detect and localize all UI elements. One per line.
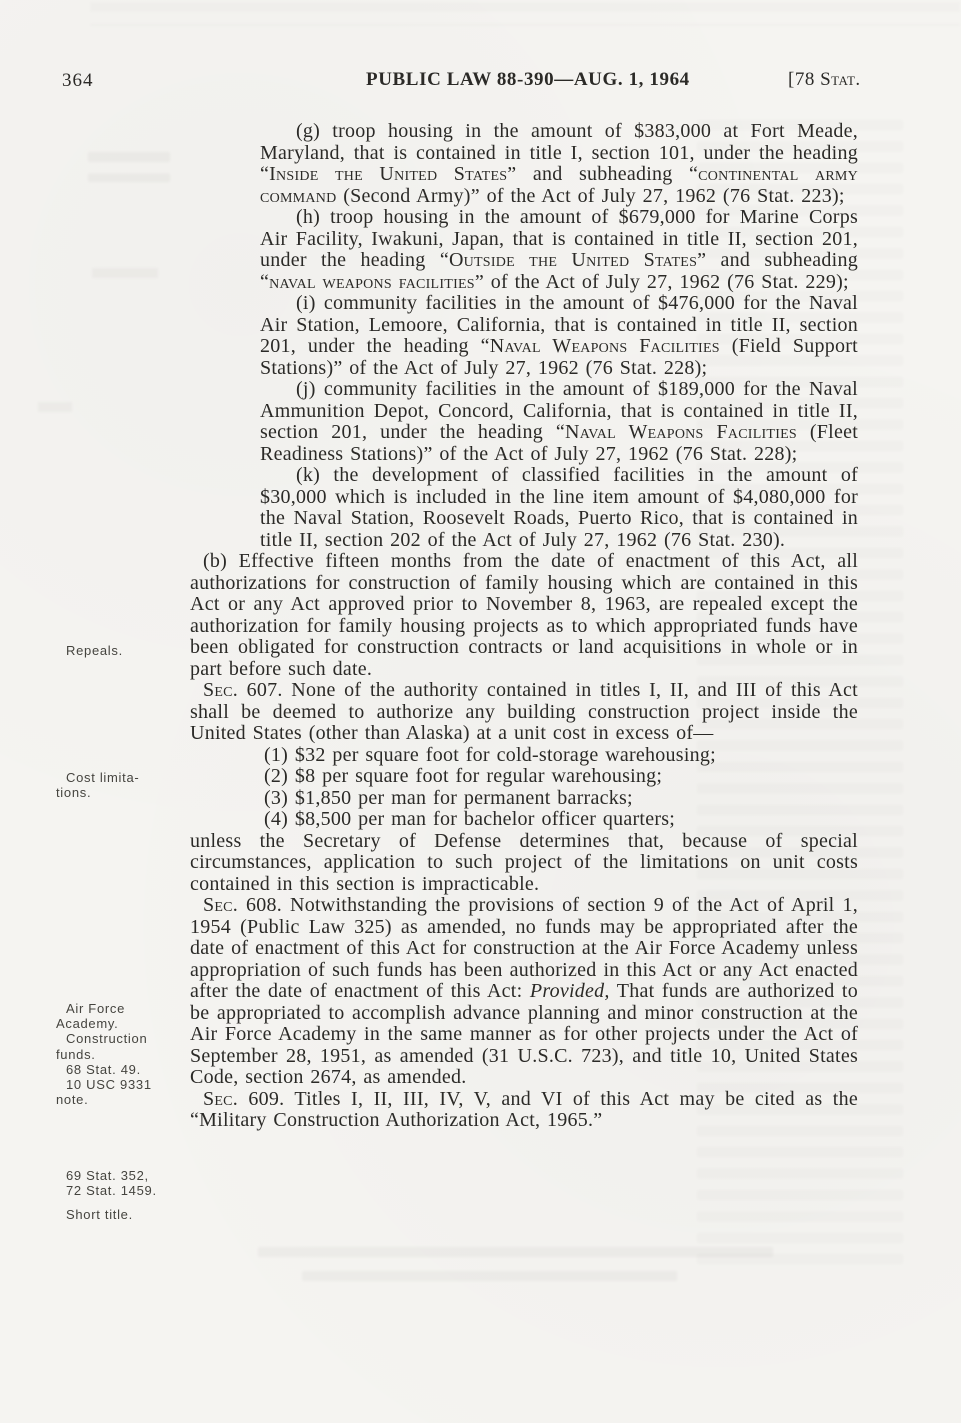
margin-note-line: 68 Stat. 49.: [66, 1061, 141, 1077]
margin-note-line: 72 Stat. 1459.: [66, 1183, 157, 1199]
margin-note-line: Cost limita-: [66, 770, 140, 785]
margin-note-line: Repeals.: [66, 643, 123, 658]
text-run: (Fleet Readiness Stations)” of the Act of July 27, 1962 (76 Stat. 228);: [260, 421, 859, 465]
text-run: naval weapons facilities: [269, 270, 475, 293]
margin-note-line: funds.: [56, 1046, 96, 1062]
text-run: (3) $1,850 per man for permanent barracks;: [264, 786, 633, 809]
text-run: Naval Weapons Facilities: [565, 421, 797, 443]
margin-note-line: Short title.: [66, 1207, 133, 1222]
text-run: (Second Army)” of the Act of July 27, 1962 (76 Stat. 223);: [336, 184, 845, 207]
text-run: Provided,: [529, 980, 610, 1002]
text-run: That funds are authorized to be appropriated to accomplish advance planning and minor construction at the Air Force Academy in the same manner as for other projects under the Act of September 28, 1951, as amended (31 U.S.C. 723), and title 10, United States Code, section 2674, as amended.: [190, 980, 858, 1088]
text-run: (i) community facilities in the amount of $476,000 for the Naval Air Station, Lemoore, California, that is contained in title II, section 201, under the heading “: [260, 292, 858, 357]
text-run: 609. Titles I, II, III, IV, V, and VI of this Act may be cited as the “Military Construction Authorization Act, 1965.”: [190, 1087, 858, 1131]
text-run: continental army command: [260, 163, 858, 207]
stat-cite-smallcaps: Stat.: [820, 69, 861, 90]
text-run: ” of the Act of July 27, 1962 (76 Stat. 229);: [474, 270, 849, 293]
margin-note: [56, 770, 176, 800]
text-run: ” and subheading “: [507, 163, 699, 185]
margin-note: [56, 1001, 176, 1107]
text-run: Inside the United States: [269, 163, 508, 185]
text-run: 608. Notwithstanding the provisions of section 9 of the Act of April 1, 1954 (Public Law 325) as amended, no funds may be appropriated after the date of enactment of this Act for construction at the Air Force Academy unless appropriation of such funds has been authorized in this Act or any Act enacted after the date of enactment of this Act:: [190, 894, 858, 1002]
margin-note-line: Construction: [66, 1031, 148, 1047]
text-run: (2) $8 per square foot for regular warehousing;: [264, 765, 663, 787]
text-run: Naval Weapons Facilities: [489, 335, 720, 357]
margin-note: [56, 1168, 176, 1198]
text-run: Sec.: [203, 679, 239, 701]
text-run: Sec.: [203, 1087, 239, 1110]
text-run: (k) the development of classified facilities in the amount of $30,000 which is included in the line item amount of $4,080,000 for the Naval Station, Roosevelt Roads, Puerto Rico, that is contained in title II, section 202 of the Act of July 27, 1962 (76 Stat. 230).: [260, 464, 858, 551]
margin-note-line: note.: [56, 1092, 89, 1108]
margin-note: [56, 1207, 176, 1222]
margin-note-line: 10 USC 9331: [66, 1077, 152, 1093]
margin-note: [56, 643, 176, 658]
margin-note-line: 69 Stat. 352,: [66, 1168, 149, 1183]
margin-note-line: Academy.: [56, 1016, 119, 1032]
margin-note-line: tions.: [56, 785, 92, 801]
text-run: unless the Secretary of Defense determines that, because of special circumstances, application to such project of the limitations on unit costs contained in this section is impracticable.: [190, 829, 858, 895]
margin-note-line: Air Force: [66, 1001, 126, 1016]
page-number: 364: [62, 70, 94, 91]
text-run: (h) troop housing in the amount of $679,000 for Marine Corps Air Facility, Iwakuni, Japan, that is contained in title II, section 201, under the heading “: [260, 206, 858, 271]
text-run: Sec.: [203, 894, 239, 916]
text-run: (g) troop housing in the amount of $383,000 at Fort Meade, Maryland, that is contained in title I, section 101, under the heading “: [260, 120, 858, 185]
stat-cite-prefix: [78: [788, 69, 821, 90]
text-run: (1) $32 per square foot for cold-storage warehousing;: [264, 743, 716, 766]
text-run: (Field Support Stations)” of the Act of July 27, 1962 (76 Stat. 228);: [260, 335, 858, 379]
text-run: (b) Effective fifteen months from the date of enactment of this Act, all authorizations for construction of family housing which are contained in this Act or any Act approved prior to November 8, 1963, are repealed except the authorization for family housing projects as to which appropriated funds have been obligated for construction contracts or land acquisitions in whole or in part before such date.: [190, 550, 858, 680]
running-head-title: PUBLIC LAW 88-390—AUG. 1, 1964: [366, 69, 690, 90]
text-run: Outside the United States: [448, 249, 698, 271]
text-run: ” and subheading “: [260, 249, 858, 293]
text-run: 607. None of the authority contained in titles I, II, and III of this Act shall be deemed to authorize any building construction project inside the United States (other than Alaska) at a unit cost in excess of—: [190, 679, 858, 744]
text-run: (4) $8,500 per man for bachelor officer quarters;: [264, 808, 676, 830]
text-run: (j) community facilities in the amount of $189,000 for the Naval Ammunition Depot, Concord, California, that is contained in title II, section 201, under the heading “: [260, 378, 858, 443]
